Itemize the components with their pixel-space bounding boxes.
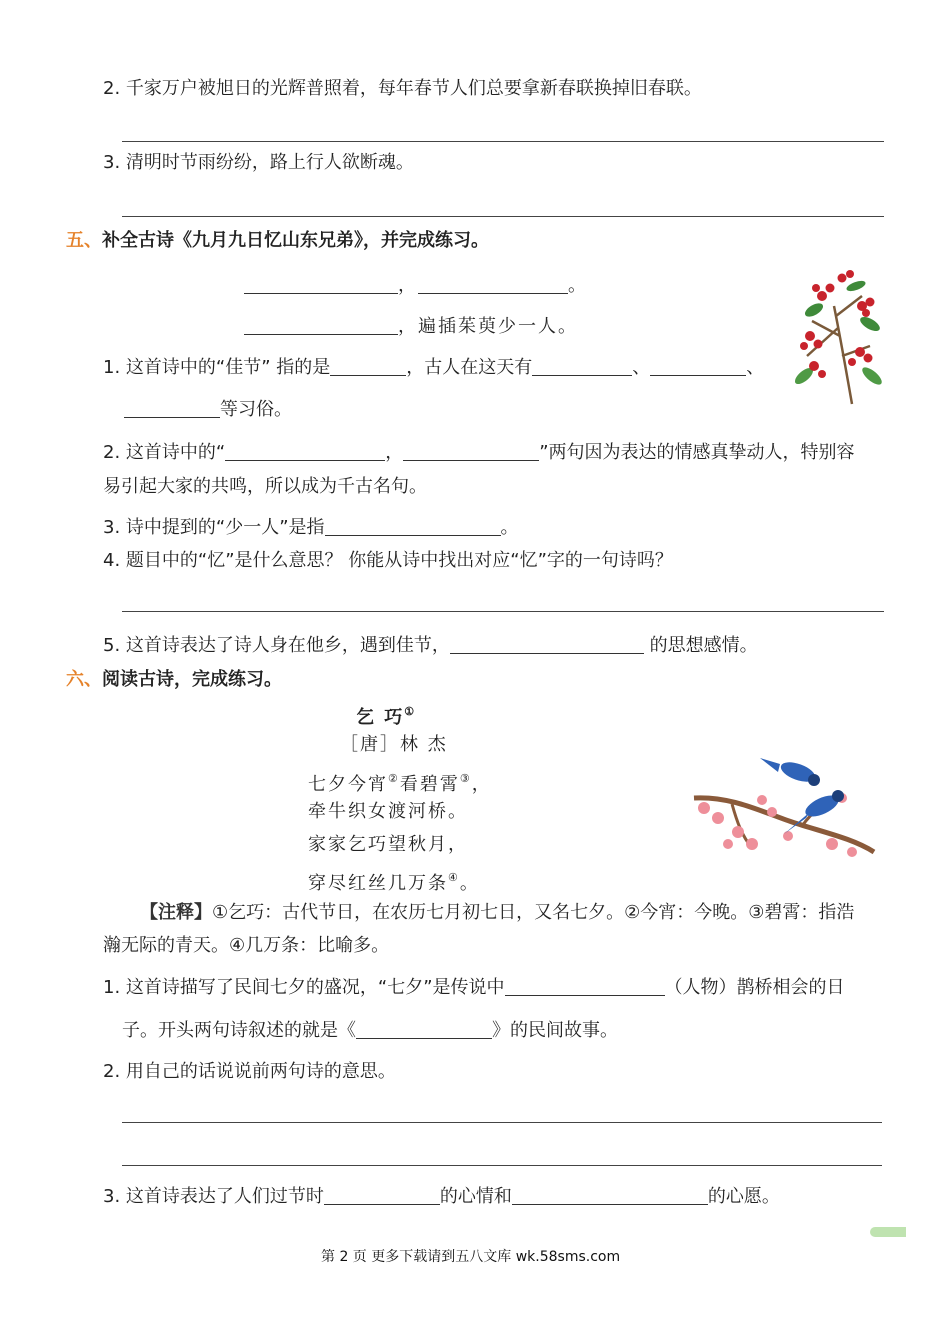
sec5-q2-blank-2[interactable] xyxy=(403,442,539,461)
section-5-heading xyxy=(66,229,489,253)
sec6-q1-line2 xyxy=(122,1019,618,1043)
sec6-q3-text-b: 的心情和 xyxy=(439,1186,512,1207)
sec5-q2-text-a: 2. 这首诗中的“ xyxy=(103,442,226,463)
sec5-q1-blank-3[interactable] xyxy=(650,357,746,376)
sec5-q4: 4. 题目中的“忆”是什么意思？ 你能从诗中找出对应“忆”字的一句诗吗？ xyxy=(103,550,673,571)
magpies-illustration xyxy=(692,752,876,864)
sec5-q5-blank[interactable] xyxy=(450,635,644,654)
sec6-q1-line1 xyxy=(103,976,845,1000)
poem-comma: ， xyxy=(398,275,418,296)
sec5-q1-text-b: ，古人在这天有 xyxy=(406,357,533,378)
answer-line[interactable] xyxy=(122,216,884,217)
poem-fill-line-2 xyxy=(244,315,578,339)
sec6-q1-blank-2[interactable] xyxy=(356,1020,492,1039)
poem-line-2: 牵牛织女渡河桥。 xyxy=(308,801,468,822)
poem-period: 。 xyxy=(568,275,588,296)
sec5-q2-blank-1[interactable] xyxy=(225,442,385,461)
sec5-q5 xyxy=(103,634,758,658)
sec5-q1-blank-1[interactable] xyxy=(330,357,406,376)
page-tab-decoration xyxy=(870,1227,906,1237)
poem-line-2-tail: ，遍插茱萸少一人。 xyxy=(398,316,578,337)
sec5-q2-sep: ， xyxy=(385,442,404,463)
notes-line-1 xyxy=(140,901,854,925)
poem-title-text: 乞 巧 xyxy=(356,707,405,728)
sec5-q1-text-a: 1. 这首诗中的“佳节” 指的是 xyxy=(103,357,331,378)
poem-fill-line-1 xyxy=(244,274,588,298)
sec6-q3-blank-2[interactable] xyxy=(512,1186,708,1205)
answer-line[interactable] xyxy=(122,1165,882,1166)
notes-text-1: ①乞巧：古代节日，在农历七月初七日，又名七夕。②今宵：今晚。③碧霄：指浩 xyxy=(212,902,855,923)
sec5-q5-text-a: 5. 这首诗表达了诗人身在他乡，遇到佳节， xyxy=(103,635,450,656)
poem-line-1-c: ， xyxy=(471,774,492,795)
sec5-q2-line1 xyxy=(103,441,855,465)
sec5-q2-text-b: ”两句因为表达的情感真挚动人，特别容 xyxy=(539,442,855,463)
poem-note-mark-2: ② xyxy=(388,772,400,785)
section-5-number: 五、 xyxy=(66,230,102,251)
sec6-q1-text-b: （人物）鹊桥相会的日 xyxy=(664,977,845,998)
sec5-q1-sep2: 、 xyxy=(746,357,765,378)
sec6-q1-text-d: 》的民间故事。 xyxy=(492,1020,618,1041)
q4-item-3: 3. 清明时节雨纷纷，路上行人欲断魂。 xyxy=(103,152,414,173)
sec6-q1-blank-1[interactable] xyxy=(505,977,665,996)
sec5-q3-blank[interactable] xyxy=(325,517,501,536)
section-6-title: 阅读古诗，完成练习。 xyxy=(102,669,282,690)
sec6-q1-text-a: 1. 这首诗描写了民间七夕的盛况，“七夕”是传说中 xyxy=(103,977,505,998)
sec6-q3-blank-1[interactable] xyxy=(324,1186,440,1205)
sec5-q1-text-c: 等习俗。 xyxy=(220,399,292,420)
q4-item-2: 2. 千家万户被旭日的光辉普照着，每年春节人们总要拿新春联换掉旧春联。 xyxy=(103,78,702,99)
answer-line[interactable] xyxy=(122,1122,882,1123)
poem-line-4-b: 。 xyxy=(459,873,480,894)
poem-title xyxy=(356,700,416,730)
answer-line[interactable] xyxy=(122,141,884,142)
sec5-q1-line1 xyxy=(103,356,764,380)
sec5-q1-line2 xyxy=(124,398,292,422)
berries-illustration xyxy=(792,266,884,406)
sec5-q3-end: 。 xyxy=(500,517,519,538)
notes-label: 【注释】 xyxy=(140,902,212,923)
sec5-q2-line2: 易引起大家的共鸣，所以成为千古名句。 xyxy=(103,476,427,497)
poem-line-1 xyxy=(308,767,492,797)
sec6-q2: 2. 用自己的话说说前两句诗的意思。 xyxy=(103,1061,396,1082)
sec5-q1-sep1: 、 xyxy=(632,357,651,378)
poem-blank-3[interactable] xyxy=(244,316,398,335)
sec5-q1-blank-2[interactable] xyxy=(532,357,632,376)
sec5-q3 xyxy=(103,516,519,540)
sec6-q3 xyxy=(103,1185,780,1209)
sec6-q3-text-c: 的心愿。 xyxy=(707,1186,780,1207)
poem-line-1-a: 七夕今宵 xyxy=(308,774,388,795)
sec6-q1-text-c: 子。开头两句诗叙述的就是《 xyxy=(122,1020,356,1041)
section-5-title: 补全古诗《九月九日忆山东兄弟》，并完成练习。 xyxy=(102,230,489,251)
poem-line-3: 家家乞巧望秋月， xyxy=(308,834,468,855)
poem-note-mark-3: ③ xyxy=(459,772,472,785)
poem-author: ［唐］林 杰 xyxy=(340,734,448,755)
notes-line-2: 瀚无际的青天。④几万条：比喻多。 xyxy=(103,935,390,956)
poem-title-note-mark: ① xyxy=(404,705,417,718)
section-6-heading xyxy=(66,668,282,692)
poem-line-1-b: 看碧霄 xyxy=(399,774,460,795)
sec5-q5-text-b: 的思想感情。 xyxy=(649,635,758,656)
answer-line[interactable] xyxy=(122,611,884,612)
sec5-q3-text: 3. 诗中提到的“少一人”是指 xyxy=(103,517,325,538)
page-footer: 第 2 页 更多下载请到五八文库 wk.58sms.com xyxy=(321,1249,621,1265)
poem-blank-2[interactable] xyxy=(418,275,568,294)
sec6-q3-text-a: 3. 这首诗表达了人们过节时 xyxy=(103,1186,324,1207)
poem-line-4 xyxy=(308,866,480,896)
section-6-number: 六、 xyxy=(66,669,102,690)
poem-note-mark-4: ④ xyxy=(448,871,460,884)
poem-blank-1[interactable] xyxy=(244,275,398,294)
sec5-q1-blank-4[interactable] xyxy=(124,399,220,418)
poem-line-4-a: 穿尽红丝几万条 xyxy=(308,873,448,894)
